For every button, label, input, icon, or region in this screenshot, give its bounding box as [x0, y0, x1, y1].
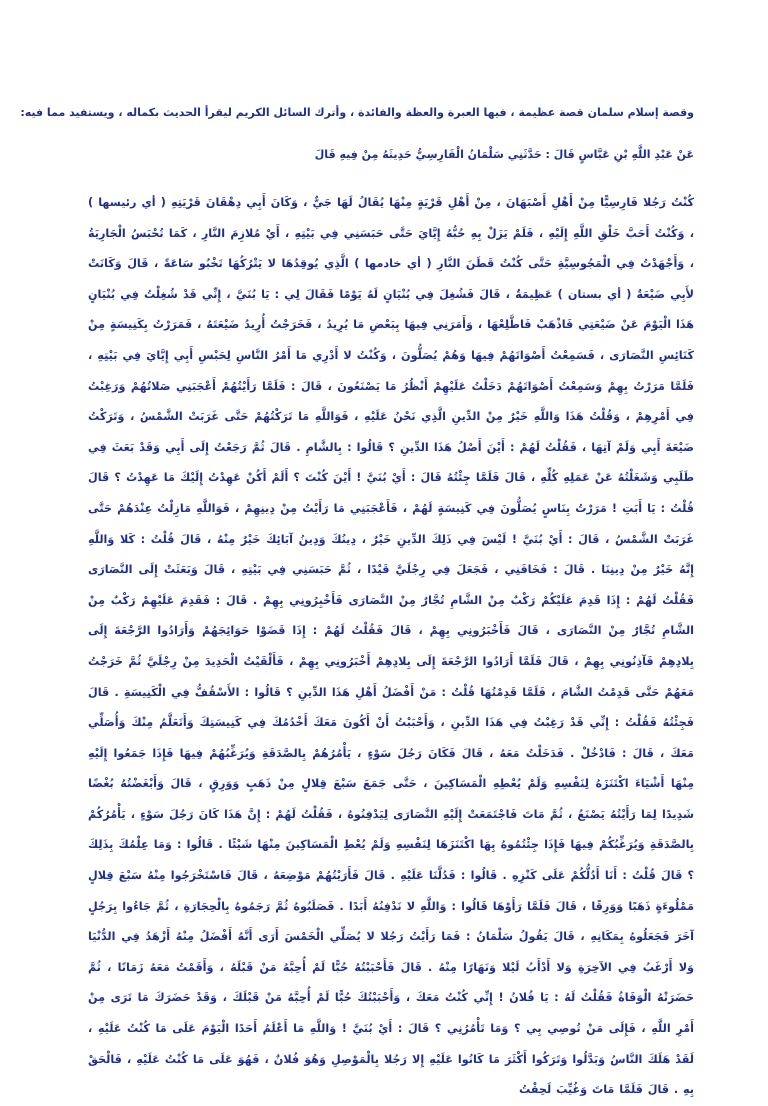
document-body [20, 104, 694, 1106]
hadith-text: كُنْتُ رَجُلا فَارِسِيًّا مِنْ أَهْلِ أَصْبَهَانَ ، مِنْ أَهْلِ قَرْيَةٍ مِنْهَا يُقَالُ لَهَا جَيٌّ ، وَكَانَ أَبِي دِهْقَانَ قَرْيَتِهِ ( أي رئيسها ) ، وَكُنْتُ أَحَبَّ خَلْقِ اللَّهِ إِلَيْهِ ، فَلَمْ يَزَلْ بِهِ حُبُّهُ إِيَّايَ حَتَّى حَبَسَنِي فِي بَيْتِهِ ، أَيْ مُلازِمَ النَّارِ ، كَمَا تُحْبَسُ الْجَارِيَةُ ، وَأَجْهَدْتُ فِي الْمَجُوسِيَّةِ حَتَّى كُنْتُ قَطَنَ النَّارِ ( أي خادمها ) الَّذِي يُوقِدُهَا لا يَتْرُكُهَا تَخْبُو سَاعَةً ، قَالَ وَكَانَتْ لأَبِي ضَيْعَةٌ ( أي بستان ) عَظِيمَةٌ ، قَالَ فَشُغِلَ فِي بُنْيَانٍ لَهُ يَوْمًا فَقَالَ لِي : يَا بُنَيَّ ، إِنِّي قَدْ شُغِلْتُ فِي بُنْيَانٍ هَذَا الْيَوْمَ عَنْ ضَيْعَتِي فَاذْهَبْ فَاطَّلِعْهَا ، وَأَمَرَنِي فِيهَا بِبَعْضِ مَا يُرِيدُ ، فَخَرَجْتُ أُرِيدُ ضَيْعَتَهُ ، فَمَرَرْتُ بِكَنِيسَةٍ مِنْ كَنَائِسِ النَّصَارَى ، فَسَمِعْتُ أَصْوَاتَهُمْ فِيهَا وَهُمْ يُصَلُّونَ ، وَكُنْتُ لا أَدْرِي مَا أَمْرُ النَّاسِ لِحَبْسِ أَبِي إِيَّايَ فِي بَيْتِهِ ، فَلَمَّا مَرَرْتُ بِهِمْ وَسَمِعْتُ أَصْوَاتَهُمْ دَخَلْتُ عَلَيْهِمْ أَنْظُرُ مَا يَصْنَعُونَ ، قَالَ : فَلَمَّا رَأَيْتُهُمْ أَعْجَبَنِي صَلاتُهُمْ وَرَغِبْتُ فِي أَمْرِهِمْ ، وَقُلْتُ هَذَا وَاللَّهِ خَيْرٌ مِنْ الدِّينِ الَّذِي نَحْنُ عَلَيْهِ ، فَوَاللَّهِ مَا تَرَكْتُهُمْ حَتَّى غَرَبَتْ الشَّمْسُ ، وَتَرَكْتُ ضَيْعَةَ أَبِي وَلَمْ آتِهَا ، فَقُلْتُ لَهُمْ : أَيْنَ أَصْلُ هَذَا الدِّينِ ؟ قَالُوا : بِالشَّامِ . قَالَ ثُمَّ رَجَعْتُ إِلَى أَبِي وَقَدْ بَعَثَ فِي طَلَبِي وَشَغَلْتُهُ عَنْ عَمَلِهِ كُلِّهِ ، قَالَ فَلَمَّا جِئْتُهُ قَالَ : أَيْ بُنَيَّ ! أَيْنَ كُنْتَ ؟ أَلَمْ أَكُنْ عَهِدْتُ إِلَيْكَ مَا عَهِدْتُ ؟ قَالَ قُلْتُ : يَا أَبَتِ ! مَرَرْتُ بِنَاسٍ يُصَلُّونَ فِي كَنِيسَةٍ لَهُمْ ، فَأَعْجَبَنِي مَا رَأَيْتُ مِنْ دِينِهِمْ ، فَوَاللَّهِ مَازِلْتُ عِنْدَهُمْ حَتَّى غَرَبَتْ الشَّمْسُ ، قَالَ : أَيْ بُنَيَّ ! لَيْسَ فِي ذَلِكَ الدِّينِ خَيْرٌ ، دِينُكَ وَدِينُ آبَائِكَ خَيْرٌ مِنْهُ ، قَالَ قُلْتُ : كَلا وَاللَّهِ إِنَّهُ خَيْرٌ مِنْ دِينِنَا . قَالَ : فَخَافَنِي ، فَجَعَلَ فِي رِجْلَيَّ قَيْدًا ، ثُمَّ حَبَسَنِي فِي بَيْتِهِ ، قَالَ وَبَعَثَتْ إِلَى النَّصَارَى فَقُلْتُ لَهُمْ : إِذَا قَدِمَ عَلَيْكُمْ رَكْبٌ مِنْ الشَّامِ تُجَّارٌ مِنْ النَّصَارَى فَأَخْبِرُونِي بِهِمْ . قَالَ : فَقَدِمَ عَلَيْهِمْ رَكْبٌ مِنْ الشَّامِ تُجَّارٌ مِنْ النَّصَارَى ، قَالَ فَأَخْبَرُونِي بِهِمْ ، قَالَ فَقُلْتُ لَهُمْ : إِذَا قَضَوْا حَوَائِجَهُمْ وَأَرَادُوا الرَّجْعَةَ إِلَى بِلادِهِمْ فَآذِنُونِي بِهِمْ ، قَالَ فَلَمَّا أَرَادُوا الرَّجْعَةَ إِلَى بِلادِهِمْ أَخْبَرُونِي بِهِمْ ، فَأَلْقَيْتُ الْحَدِيدَ مِنْ رِجْلَيَّ ثُمَّ خَرَجْتُ مَعَهُمْ حَتَّى قَدِمْتُ الشَّامَ ، فَلَمَّا قَدِمْتُهَا قُلْتُ : مَنْ أَفْضَلُ أَهْلِ هَذَا الدِّينِ ؟ قَالُوا : الأَسْقُفُّ فِي الْكَنِيسَةِ . قَالَ فَجِئْتُهُ فَقُلْتُ : إِنِّي قَدْ رَغِبْتُ فِي هَذَا الدِّينِ ، وَأَحْبَبْتُ أَنْ أَكُونَ مَعَكَ أَخْدُمُكَ فِي كَنِيسَتِكَ وَأَتَعَلَّمُ مِنْكَ وَأُصَلِّي مَعَكَ ، قَالَ : فَادْخُلْ . فَدَخَلْتُ مَعَهُ ، قَالَ فَكَانَ رَجُلَ سَوْءٍ ، يَأْمُرُهُمْ بِالصَّدَقَةِ وَيُرَغِّبُهُمْ فِيهَا فَإِذَا جَمَعُوا إِلَيْهِ مِنْهَا أَشْيَاءَ اكْتَنَزَهُ لِنَفْسِهِ وَلَمْ يُعْطِهِ الْمَسَاكِينَ ، حَتَّى جَمَعَ سَبْعَ قِلالٍ مِنْ ذَهَبٍ وَوَرِقٍ ، قَالَ وَأَبْغَضْتُهُ بُغْضًا شَدِيدًا لِمَا رَأَيْتُهُ يَصْنَعُ ، ثُمَّ مَاتَ فَاجْتَمَعَتْ إِلَيْهِ النَّصَارَى لِيَدْفِنُوهُ ، فَقُلْتُ لَهُمْ : إِنَّ هَذَا كَانَ رَجُلَ سَوْءٍ ، يَأْمُرُكُمْ بِالصَّدَقَةِ وَيُرَغِّبُكُمْ فِيهَا فَإِذَا جِئْتُمُوهُ بِهَا اكْتَنَزَهَا لِنَفْسِهِ وَلَمْ يُعْطِ الْمَسَاكِينَ مِنْهَا شَيْئًا . قَالُوا : وَمَا عِلْمُكَ بِذَلِكَ ؟ قَالَ قُلْتُ : أَنَا أَدُلُّكُمْ عَلَى كَنْزِهِ . قَالُوا : فَدُلَّنَا عَلَيْهِ . قَالَ فَأَرَيْتُهُمْ مَوْضِعَهُ ، قَالَ فَاسْتَخْرَجُوا مِنْهُ سَبْعَ قِلالٍ مَمْلُوءَةٍ ذَهَبًا وَوَرِقًا ، قَالَ فَلَمَّا رَأَوْهَا قَالُوا : وَاللَّهِ لا نَدْفِنُهُ أَبَدًا . فَصَلَبُوهُ ثُمَّ رَجَمُوهُ بِالْحِجَارَةِ ، ثُمَّ جَاءُوا بِرَجُلٍ آخَرَ فَجَعَلُوهُ بِمَكَانِهِ ، قَالَ يَقُولُ سَلْمَانُ : فَمَا رَأَيْتُ رَجُلا لا يُصَلِّي الْخَمْسَ أَرَى أَنَّهُ أَفْضَلُ مِنْهُ أَزْهَدُ فِي الدُّنْيَا وَلا أَرْغَبُ فِي الآخِرَةِ وَلا أَدْأَبُ لَيْلا وَنَهَارًا مِنْهُ . قَالَ فَأَحْبَبْتُهُ حُبًّا لَمْ أُحِبَّهُ مَنْ قَبْلَهُ ، وَأَقَمْتُ مَعَهُ زَمَانًا ، ثُمَّ حَضَرَتْهُ الْوَفَاةُ فَقُلْتُ لَهُ : يَا فُلانُ ! إِنِّي كُنْتُ مَعَكَ ، وَأَحْبَبْتُكَ حُبًّا لَمْ أُحِبَّهُ مَنْ قَبْلَكَ ، وَقَدْ حَضَرَكَ مَا تَرَى مِنْ أَمْرِ اللَّهِ ، فَإِلَى مَنْ تُوصِي بِي ؟ وَمَا تَأْمُرُنِي ؟ قَالَ : أَيْ بُنَيَّ ! وَاللَّهِ مَا أَعْلَمُ أَحَدًا الْيَوْمَ عَلَى مَا كُنْتُ عَلَيْهِ ، لَقَدْ هَلَكَ النَّاسُ وَبَدَّلُوا وَتَرَكُوا أَكْثَرَ مَا كَانُوا عَلَيْهِ إِلا رَجُلا بِالْمَوْصِلِ وَهُوَ فُلانٌ ، فَهُوَ عَلَى مَا كُنْتُ عَلَيْهِ ، فَالْحَقْ بِهِ . قَالَ فَلَمَّا مَاتَ وَغُيِّبَ لَحِقْتُ [88, 196, 694, 1097]
intro-paragraph: وقصة إسلام سلمان قصة عظيمة ، فيها العبرة والعظة والفائدة ، وأترك السائل الكريم ليقرأ الحديث بكماله ، ويستفيد مما فيه: [20, 106, 694, 119]
hadith-chain-line: عَنْ عَبْدِ اللَّهِ بْنِ عَبَّاسٍ قَالَ : حَدَّثَنِي سَلْمَانُ الْفَارِسِيُّ حَدِيثَهُ مِنْ فِيهِ قَالَ [314, 148, 694, 161]
